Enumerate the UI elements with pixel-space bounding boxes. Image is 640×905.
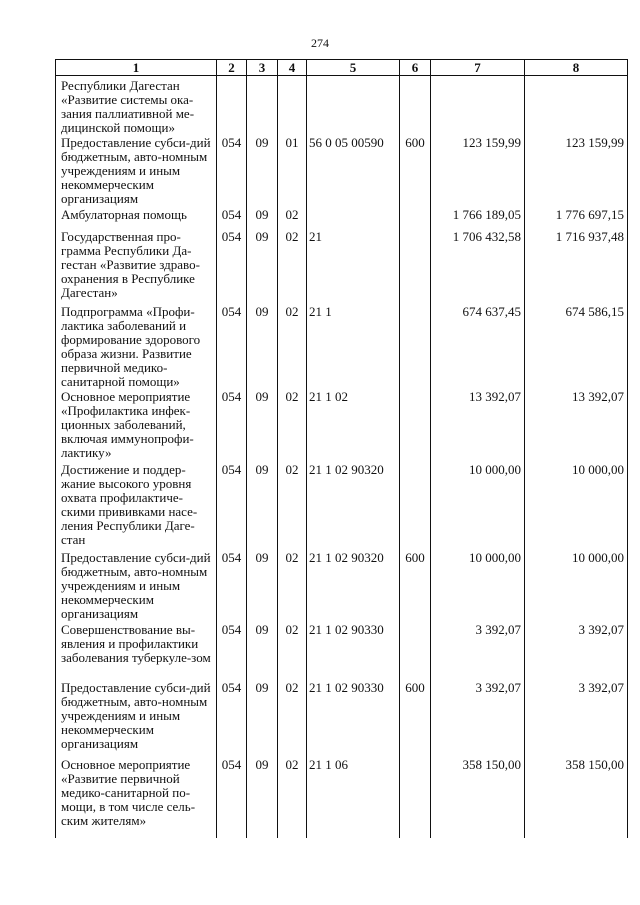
cell-amount-2: 3 392,07 [525, 623, 628, 681]
cell-target-article: 21 1 02 [307, 390, 400, 463]
cell-subsection: 02 [278, 758, 307, 838]
cell-ministry-code: 054 [217, 463, 247, 551]
cell-expense-type: 600 [400, 551, 431, 623]
cell-target-article: 21 1 [307, 305, 400, 390]
cell-amount-2: 1 716 937,48 [525, 230, 628, 305]
cell-amount-1: 10 000,00 [431, 551, 525, 623]
table-row [56, 305, 628, 390]
cell-ministry-code: 054 [217, 758, 247, 838]
cell-section: 09 [247, 551, 278, 623]
cell-amount-2: 3 392,07 [525, 681, 628, 758]
row-name: Республики Дагестан «Развитие системы ока-зания паллиативной ме-дицинской помощи» [56, 76, 217, 136]
cell-amount-1: 10 000,00 [431, 463, 525, 551]
col-header-4: 4 [278, 60, 307, 76]
col-header-6: 6 [400, 60, 431, 76]
col-header-5: 5 [307, 60, 400, 76]
cell-amount-1: 1 766 189,05 [431, 208, 525, 230]
cell-amount-1 [431, 76, 525, 136]
cell-expense-type [400, 76, 431, 136]
cell-target-article: 21 [307, 230, 400, 305]
cell-amount-1: 13 392,07 [431, 390, 525, 463]
table-row [56, 463, 628, 551]
table-row [56, 681, 628, 758]
cell-amount-1: 1 706 432,58 [431, 230, 525, 305]
cell-ministry-code: 054 [217, 136, 247, 208]
cell-amount-2: 674 586,15 [525, 305, 628, 390]
cell-subsection: 02 [278, 681, 307, 758]
cell-ministry-code: 054 [217, 623, 247, 681]
cell-ministry-code: 054 [217, 230, 247, 305]
cell-section: 09 [247, 230, 278, 305]
cell-subsection: 01 [278, 136, 307, 208]
cell-section: 09 [247, 136, 278, 208]
cell-amount-2: 10 000,00 [525, 463, 628, 551]
cell-amount-2: 1 776 697,15 [525, 208, 628, 230]
cell-subsection: 02 [278, 390, 307, 463]
col-header-3: 3 [247, 60, 278, 76]
cell-section: 09 [247, 463, 278, 551]
cell-amount-1: 674 637,45 [431, 305, 525, 390]
cell-target-article: 21 1 06 [307, 758, 400, 838]
cell-amount-2: 123 159,99 [525, 136, 628, 208]
col-header-1: 1 [56, 60, 217, 76]
table-row [56, 390, 628, 463]
cell-expense-type [400, 208, 431, 230]
cell-amount-1: 3 392,07 [431, 681, 525, 758]
cell-subsection: 02 [278, 230, 307, 305]
cell-amount-2: 13 392,07 [525, 390, 628, 463]
header-row [56, 60, 628, 76]
cell-ministry-code: 054 [217, 390, 247, 463]
row-name: Достижение и поддер-жание высокого уровня охвата профилактиче-скими прививками насе-ления Республики Даге-стан [56, 463, 217, 551]
row-name: Предоставление субси-дий бюджетным, авто-номным учреждениям и иным некоммерческим организациям [56, 551, 217, 623]
cell-amount-1: 3 392,07 [431, 623, 525, 681]
cell-ministry-code [217, 76, 247, 136]
table-row [56, 623, 628, 681]
table-row [56, 208, 628, 230]
row-name: Совершенствование вы-явления и профилактики заболевания туберкуле-зом [56, 623, 217, 681]
table-row [56, 551, 628, 623]
cell-amount-2: 10 000,00 [525, 551, 628, 623]
cell-amount-1: 358 150,00 [431, 758, 525, 838]
cell-subsection [278, 76, 307, 136]
cell-expense-type [400, 623, 431, 681]
cell-subsection: 02 [278, 551, 307, 623]
cell-expense-type [400, 305, 431, 390]
cell-expense-type: 600 [400, 681, 431, 758]
row-name: Амбулаторная помощь [56, 208, 217, 230]
cell-section: 09 [247, 390, 278, 463]
table-row [56, 230, 628, 305]
row-name: Основное мероприятие «Развитие первичной медико-санитарной по-мощи, в том числе сель-ским жителям» [56, 758, 217, 838]
cell-expense-type [400, 390, 431, 463]
cell-section: 09 [247, 208, 278, 230]
col-header-2: 2 [217, 60, 247, 76]
cell-section: 09 [247, 758, 278, 838]
cell-ministry-code: 054 [217, 305, 247, 390]
cell-target-article: 56 0 05 00590 [307, 136, 400, 208]
cell-amount-2 [525, 76, 628, 136]
cell-expense-type: 600 [400, 136, 431, 208]
cell-subsection: 02 [278, 305, 307, 390]
cell-amount-2: 358 150,00 [525, 758, 628, 838]
cell-target-article: 21 1 02 90330 [307, 681, 400, 758]
row-name: Предоставление субси-дий бюджетным, авто-номным учреждениям и иным некоммерческим организациям [56, 681, 217, 758]
cell-subsection: 02 [278, 463, 307, 551]
cell-subsection: 02 [278, 208, 307, 230]
table-row [56, 76, 628, 136]
cell-section: 09 [247, 623, 278, 681]
cell-section [247, 76, 278, 136]
row-name: Предоставление субси-дий бюджетным, авто-номным учреждениям и иным некоммерческим организациям [56, 136, 217, 208]
row-name: Основное мероприятие «Профилактика инфек-ционных заболеваний, включая иммунопрофи-лактику» [56, 390, 217, 463]
cell-ministry-code: 054 [217, 681, 247, 758]
cell-ministry-code: 054 [217, 551, 247, 623]
cell-amount-1: 123 159,99 [431, 136, 525, 208]
page-number: 274 [311, 36, 329, 50]
cell-target-article: 21 1 02 90320 [307, 551, 400, 623]
cell-ministry-code: 054 [217, 208, 247, 230]
cell-target-article: 21 1 02 90320 [307, 463, 400, 551]
row-name: Государственная про-грамма Республики Да-гестан «Развитие здраво-охранения в Республике Дагестан» [56, 230, 217, 305]
cell-target-article [307, 76, 400, 136]
col-header-8: 8 [525, 60, 628, 76]
cell-section: 09 [247, 681, 278, 758]
cell-subsection: 02 [278, 623, 307, 681]
col-header-7: 7 [431, 60, 525, 76]
budget-table [55, 59, 628, 838]
cell-target-article: 21 1 02 90330 [307, 623, 400, 681]
row-name: Подпрограмма «Профи-лактика заболеваний и формирование здорового образа жизни. Развитие первичной медико-санитарной помощи» [56, 305, 217, 390]
cell-target-article [307, 208, 400, 230]
cell-expense-type [400, 230, 431, 305]
table-row [56, 758, 628, 838]
cell-expense-type [400, 758, 431, 838]
cell-expense-type [400, 463, 431, 551]
table-row [56, 136, 628, 208]
cell-section: 09 [247, 305, 278, 390]
